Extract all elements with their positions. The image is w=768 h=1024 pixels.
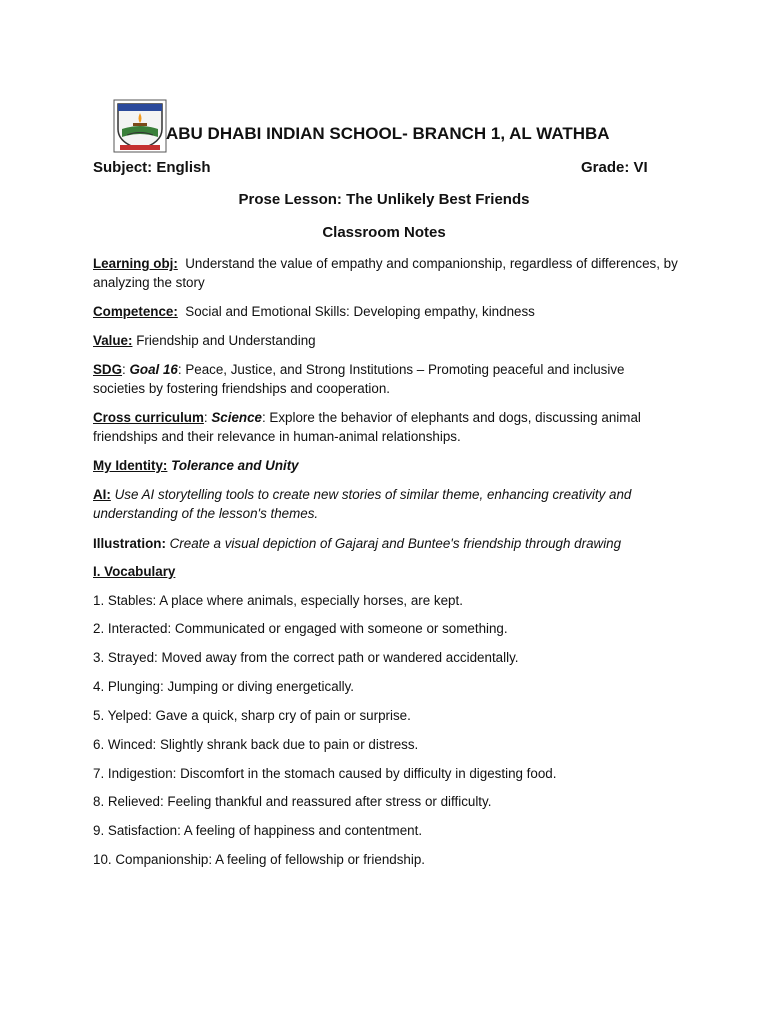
school-logo-icon (113, 99, 167, 153)
cross-sep: : (203, 410, 212, 425)
notes-title: Classroom Notes (322, 224, 446, 241)
vocabulary-heading-text: I. Vocabulary (93, 564, 176, 579)
grade-label: Grade: VI (581, 159, 648, 176)
cross-curriculum (93, 408, 678, 446)
learning-objective (93, 254, 678, 292)
identity-text: Tolerance and Unity (171, 458, 299, 473)
cross-subject: Science (211, 410, 262, 425)
sdg-label: SDG (93, 362, 123, 377)
lesson-title: Prose Lesson: The Unlikely Best Friends (238, 191, 530, 208)
vocab-item: 6. Winced: Slightly shrank back due to pain or distress. (93, 737, 419, 752)
sdg-text: : Peace, Justice, and Strong Institutions – Promoting peaceful and inclusive societies by fostering friendships and cooperation. (93, 362, 625, 396)
vocab-item: 9. Satisfaction: A feeling of happiness and contentment. (93, 823, 423, 838)
competence-text: Social and Emotional Skills: Developing empathy, kindness (185, 304, 535, 319)
vocabulary-heading (93, 562, 678, 581)
illustration (93, 534, 678, 553)
identity-label: My Identity: (93, 458, 168, 473)
ai-section (93, 485, 678, 523)
ai-text: Use AI storytelling tools to create new stories of similar theme, enhancing creativity and understanding of the lesson's themes. (93, 487, 632, 521)
learning-obj-text: Understand the value of empathy and companionship, regardless of differences, by analyzing the story (93, 256, 678, 290)
value-label: Value: (93, 333, 133, 348)
my-identity (93, 456, 678, 475)
learning-obj-label: Learning obj: (93, 256, 178, 271)
illustration-text: Create a visual depiction of Gajaraj and Buntee's friendship through drawing (169, 536, 622, 551)
vocab-item: 2. Interacted: Communicated or engaged with someone or something. (93, 621, 508, 636)
subject-label: Subject: English (93, 159, 211, 176)
sdg-sep: : (122, 362, 130, 377)
competence-label: Competence: (93, 304, 178, 319)
value-text: Friendship and Understanding (136, 333, 316, 348)
vocab-item: 3. Strayed: Moved away from the correct path or wandered accidentally. (93, 650, 519, 665)
ai-label: AI: (93, 487, 111, 502)
vocab-item: 7. Indigestion: Discomfort in the stomach caused by difficulty in digesting food. (93, 766, 557, 781)
vocab-item: 8. Relieved: Feeling thankful and reassured after stress or difficulty. (93, 794, 492, 809)
sdg-goal: Goal 16 (129, 362, 178, 377)
cross-text: : Explore the behavior of elephants and dogs, discussing animal friendships and their relevance in human-animal relationships. (93, 410, 641, 444)
vocab-item: 1. Stables: A place where animals, especially horses, are kept. (93, 593, 463, 608)
competence (93, 302, 678, 321)
cross-label: Cross curriculum (93, 410, 204, 425)
value (93, 331, 678, 350)
sdg (93, 360, 678, 398)
illustration-label: Illustration: (93, 536, 166, 551)
vocab-item: 5. Yelped: Gave a quick, sharp cry of pain or surprise. (93, 708, 411, 723)
school-name: ABU DHABI INDIAN SCHOOL- BRANCH 1, AL WATHBA (166, 124, 610, 143)
vocab-item: 10. Companionship: A feeling of fellowship or friendship. (93, 852, 425, 867)
vocab-item: 4. Plunging: Jumping or diving energetically. (93, 679, 355, 694)
